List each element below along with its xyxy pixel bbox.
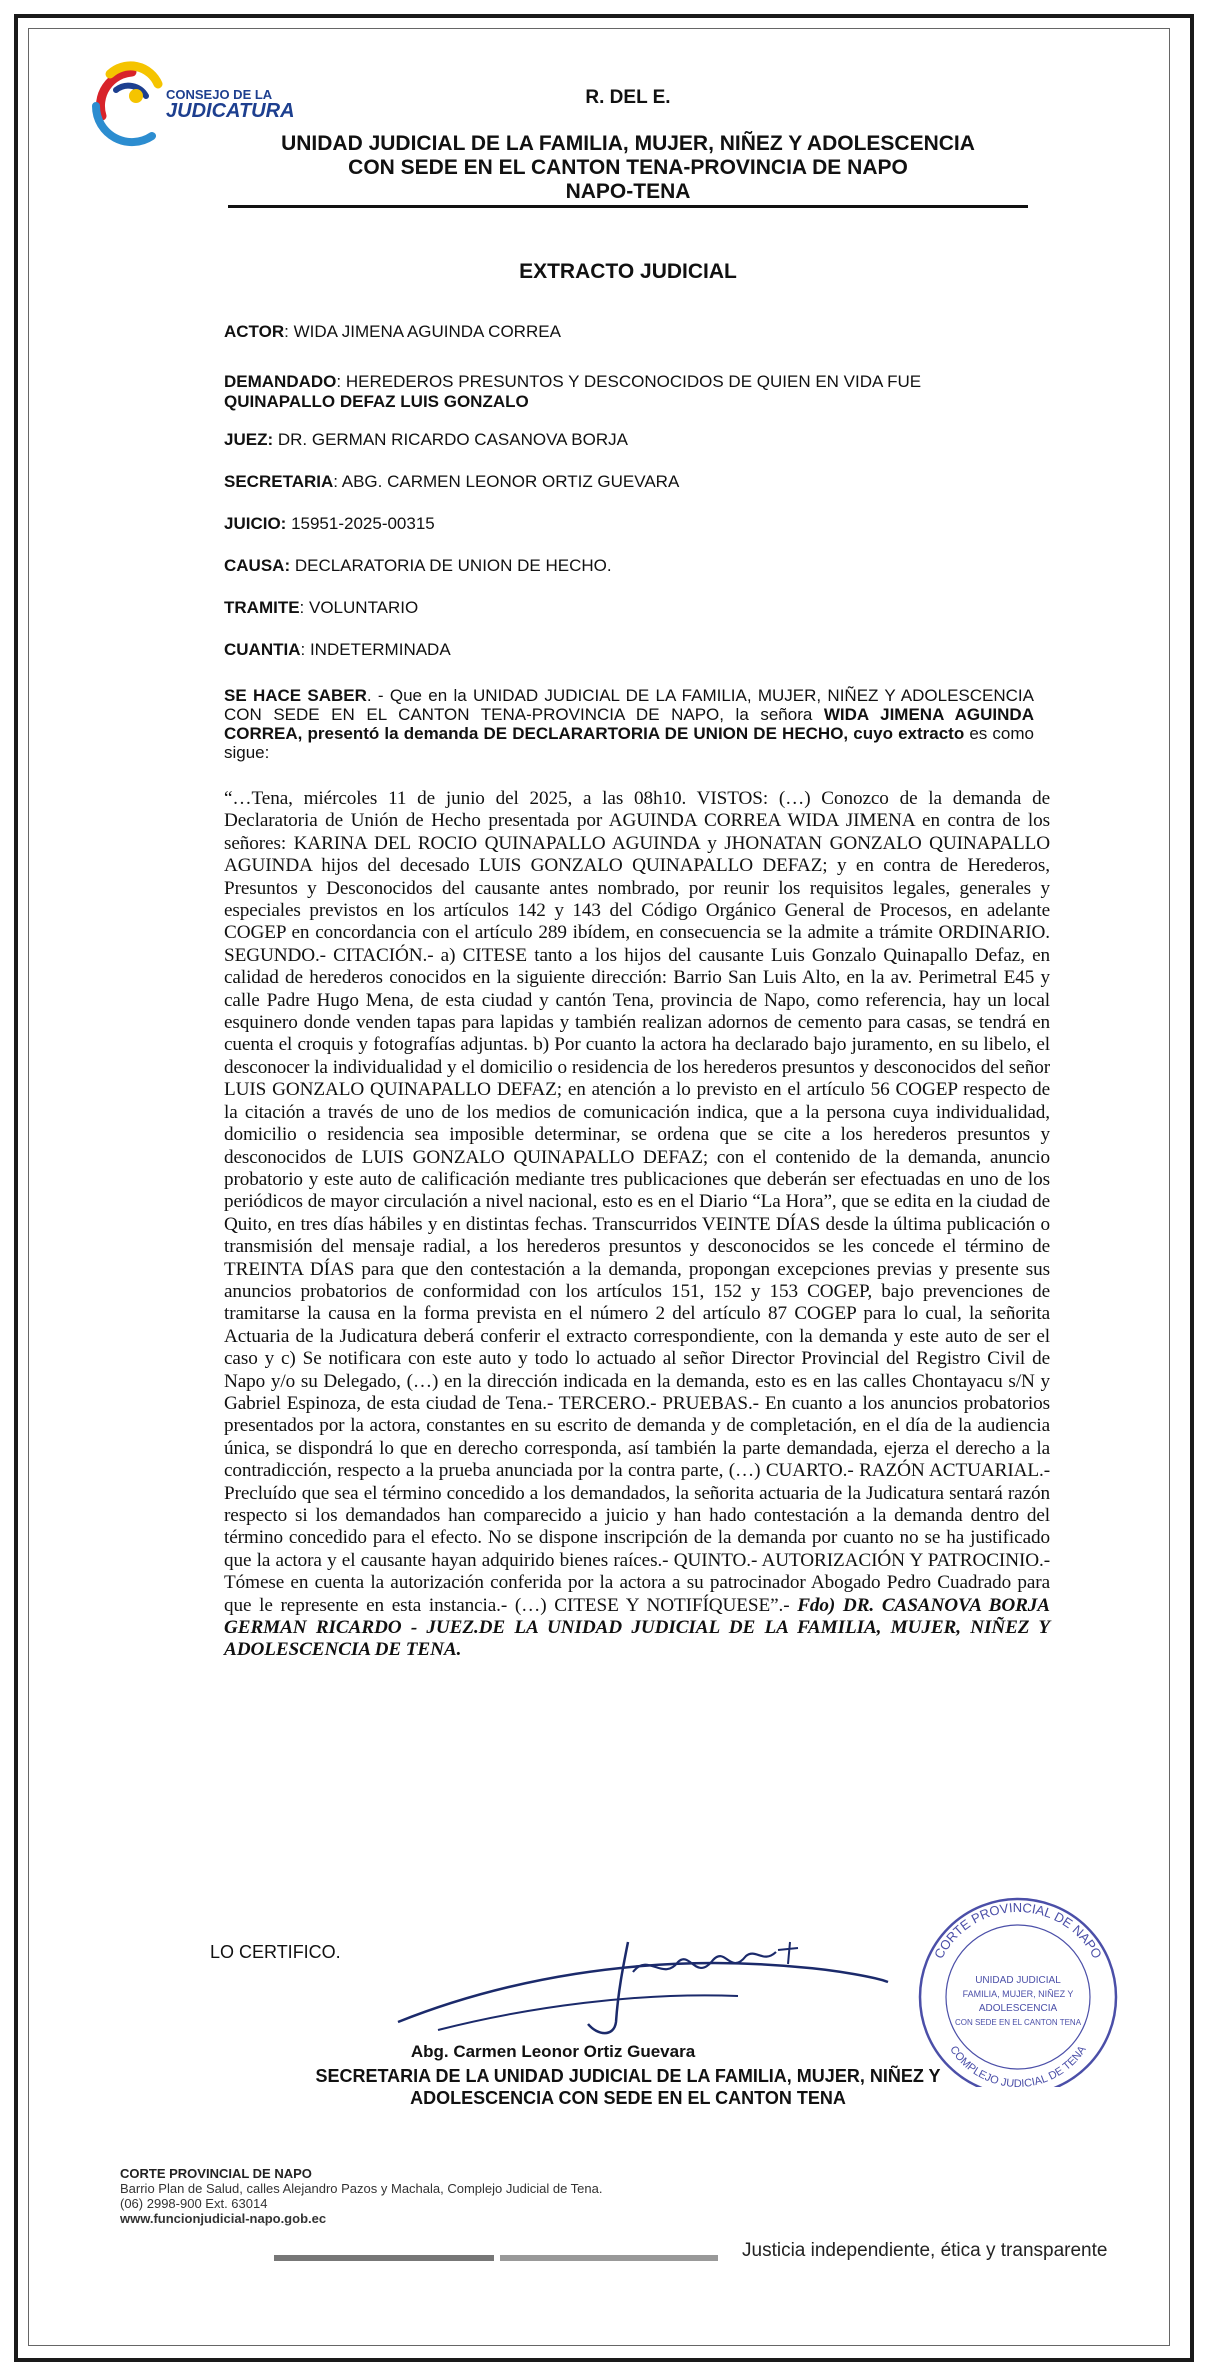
footer-website: www.funcionjudicial-napo.gob.ec [120, 2211, 327, 2226]
header-line-1: UNIDAD JUDICIAL DE LA FAMILIA, MUJER, NIÑEZ Y ADOLESCENCIA [281, 132, 975, 155]
header-line-2: CON SEDE EN EL CANTON TENA-PROVINCIA DE NAPO [348, 156, 908, 179]
official-seal-stamp [908, 1887, 1128, 2087]
juicio-value: 15951-2025-00315 [286, 514, 435, 533]
field-tramite [224, 598, 418, 618]
secretaria-value: : ABG. CARMEN LEONOR ORTIZ GUEVARA [333, 472, 680, 491]
juicio-label: JUICIO: [224, 514, 287, 533]
causa-label: CAUSA: [224, 556, 291, 575]
document-code: R. DEL E. [585, 87, 671, 108]
stamp-ring-text: CORTE PROVINCIAL DE NAPO [931, 1899, 1105, 1962]
cuantia-label: CUANTIA [224, 640, 301, 659]
field-juicio [224, 514, 435, 534]
stamp-line-4: CON SEDE EN EL CANTON TENA [954, 2018, 1082, 2027]
footer-bar-right [500, 2255, 718, 2261]
logo-line-2: JUDICATURA [166, 100, 295, 122]
field-juez [224, 430, 628, 450]
svg-text:CORTE PROVINCIAL DE NAPO [931, 1900, 1105, 1961]
footer-slogan: Justicia independiente, ética y transparente [742, 2240, 1108, 2261]
juez-value: DR. GERMAN RICARDO CASANOVA BORJA [273, 430, 628, 449]
certification-text: LO CERTIFICO. [210, 1942, 341, 1962]
stamp-line-3: ADOLESCENCIA [978, 2003, 1058, 2014]
intro-paragraph [224, 686, 1034, 762]
document-page [38, 32, 1148, 2322]
secretary-title-line-1: SECRETARIA DE LA UNIDAD JUDICIAL DE LA FAMILIA, MUJER, NIÑEZ Y [315, 2066, 941, 2086]
extract-body-signature: Fdo) DR. CASANOVA BORJA GERMAN RICARDO - JUEZ.DE LA UNIDAD JUDICIAL DE LA FAMILIA, MUJER, NIÑEZ Y ADOLESCENCIA DE TENA. [224, 1594, 1050, 1661]
tramite-label: TRAMITE [224, 598, 300, 617]
stamp-bottom-text: COMPLEJO JUDICIAL DE TENA [947, 2043, 1089, 2087]
footer-bar-left [274, 2255, 494, 2261]
field-causa [224, 556, 612, 576]
stamp-line-2: FAMILIA, MUJER, NIÑEZ Y [962, 1989, 1074, 1999]
intro-lead: SE HACE SABER [224, 686, 367, 705]
juez-label: JUEZ: [224, 430, 274, 449]
footer-address: Barrio Plan de Salud, calles Alejandro Pazos y Machala, Complejo Judicial de Tena. [120, 2181, 603, 2196]
demandado-label: DEMANDADO [224, 372, 337, 391]
cuantia-value: : INDETERMINADA [300, 640, 451, 659]
stamp-line-1: UNIDAD JUDICIAL [975, 1975, 1061, 1986]
extract-body [224, 788, 1050, 1662]
secretary-title-line-2: ADOLESCENCIA CON SEDE EN EL CANTON TENA [410, 2088, 846, 2108]
logo-line-1: CONSEJO DE LA [166, 87, 273, 102]
demandado-value: : HEREDEROS PRESUNTOS Y DESCONOCIDOS DE QUIEN EN VIDA FUE [336, 372, 922, 391]
causa-value: DECLARATORIA DE UNION DE HECHO. [290, 556, 612, 575]
secretaria-label: SECRETARIA [224, 472, 334, 491]
tramite-value: : VOLUNTARIO [299, 598, 419, 617]
document-footer [120, 2166, 602, 2226]
demandado-name: QUINAPALLO DEFAZ LUIS GONZALO [224, 392, 529, 411]
intro-bold-1: WIDA JIMENA AGUINDA CORREA, presentó la demanda DE DECLARARTORIA DE UNION DE HECHO, cuyo extracto [224, 705, 1034, 743]
actor-value: : WIDA JIMENA AGUINDA CORREA [284, 322, 561, 341]
intro-text-1: . - Que en la UNIDAD JUDICIAL DE LA FAMILIA, MUJER, NIÑEZ Y ADOLESCENCIA CON SEDE EN EL CANTON TENA-PROVINCIA DE NAPO, la señora [224, 686, 1034, 724]
field-actor [224, 322, 561, 342]
header-divider [228, 205, 1028, 208]
document-title: EXTRACTO JUDICIAL [519, 260, 737, 283]
field-demandado [224, 372, 1034, 412]
intro-text-2: es como sigue: [224, 724, 1034, 762]
secretary-name: Abg. Carmen Leonor Ortiz Guevara [410, 2042, 696, 2061]
footer-heading: CORTE PROVINCIAL DE NAPO [120, 2166, 312, 2181]
field-secretaria [224, 472, 679, 492]
extract-body-text: “…Tena, miércoles 11 de junio del 2025, a las 08h10. VISTOS: (…) Conozco de la demanda de Declaratoria de Unión de Hecho presentada por AGUINDA CORREA WIDA JIMENA en contra de los señores: KARINA DEL ROCIO QUINAPALLO AGUINDA y JHONATAN GONZALO QUINAPALLO AGUINDA hijos del decesado LUIS GONZALO QUINAPALLO DEFAZ; y en contra de Herederos, Presuntos y Desconocidos del causante antes nombrado, por reunir los requisitos legales, generales y especiales previstos en los artículos 142 y 143 del Código Orgánico General de Procesos, en adelante COGEP en concordancia con el artículo 289 ibídem, en consecuencia se la admite a trámite ORDINARIO. SEGUNDO.- CITACIÓN.- a) CITESE tanto a los hijos del causante Luis Gonzalo Quinapallo Defaz, en calidad de herederos conocidos en la siguiente dirección: Barrio San Luis Alto, en la av. Perimetral E45 y calle Padre Hugo Mena, de esta ciudad y cantón Tena, provincia de Napo, como referencia, hay un local esquinero donde venden tapas para lapidas y también realizan adornos de cemento para casas, se tendrá en cuenta el croquis y fotografías adjuntas. b) Por cuanto la actora ha declarado bajo juramento, en su libelo, el desconocer la individualidad y el domicilio o residencia de los herederos presuntos y desconocidos del señor LUIS GONZALO QUINAPALLO DEFAZ; en atención a lo previsto en el artículo 56 COGEP respecto de la citación a través de uno de los medios de comunicación indica, que a la persona cuya individualidad, domicilio o residencia sea imposible determinar, se ordena que se cite a los herederos presuntos y desconocidos de LUIS GONZALO QUINAPALLO DEFAZ; con el contenido de la demanda, anuncio probatorio y este auto de calificación mediante tres publicaciones que deberán ser efectuadas en uno de los periódicos de mayor circulación a nivel nacional, esto es en el Diario “La Hora”, que se edita en la ciudad de Quito, en tres días hábiles y en distintas fechas. Transcurridos VEINTE DÍAS desde la última publicación o transmisión del mensaje radial, a los herederos presuntos y desconocidos se les concede el término de TREINTA DÍAS para que den contestación a la demanda, propongan excepciones previas y presente sus anuncios probatorios de conformidad con los artículos 151, 152 y 153 COGEP, bajo prevenciones de tramitarse la causa en la forma prevista en el número 2 del artículo 87 COGEP para lo cual, la señorita Actuaria de la Judicatura deberá conferir el extracto correspondiente, con la demanda y este auto de ser el caso y c) Se notificara con este auto y todo lo actuado al señor Director Provincial del Registro Civil de Napo y/o su Delegado, (…) en la dirección indicada en la demanda, esto es en las calles Chontayacu s/N y Gabriel Espinoza, de esta ciudad de Tena.- TERCERO.- PRUEBAS.- En cuanto a los anuncios probatorios presentados por la actora, constantes en su escrito de demanda y de completación, en el día de la audiencia única, se dispondrá lo que en derecho corresponda, así también la parte demandada, ejerza el derecho a la contradicción, respecto a la prueba anunciada por la contra parte, (…) CUARTO.- RAZÓN ACTUARIAL.- Precluído que sea el término concedido a los demandados, la señorita actuaria de la Judicatura sentará razón respecto si los demandados han comparecido a juicio y han hado contestación a la demanda dentro del término concedido para el efecto. No se dispone inscripción de la demanda por cuanto no se ha justificado que la actora y el causante hayan adquirido bienes raíces.- QUINTO.- AUTORIZACIÓN Y PATROCINIO.- Tómese en cuenta la autorización conferida por la actora a su patrocinador Abogado Pedro Cuadrado para que le represente en esta instancia.- (…) CITESE Y NOTIFÍQUESE”.- [224, 788, 1050, 1616]
footer-phone: (06) 2998-900 Ext. 63014 [120, 2196, 268, 2211]
header-line-3: NAPO-TENA [565, 180, 691, 203]
handwritten-signature-icon [378, 1912, 898, 2042]
field-cuantia [224, 640, 451, 660]
actor-label: ACTOR [224, 322, 285, 341]
